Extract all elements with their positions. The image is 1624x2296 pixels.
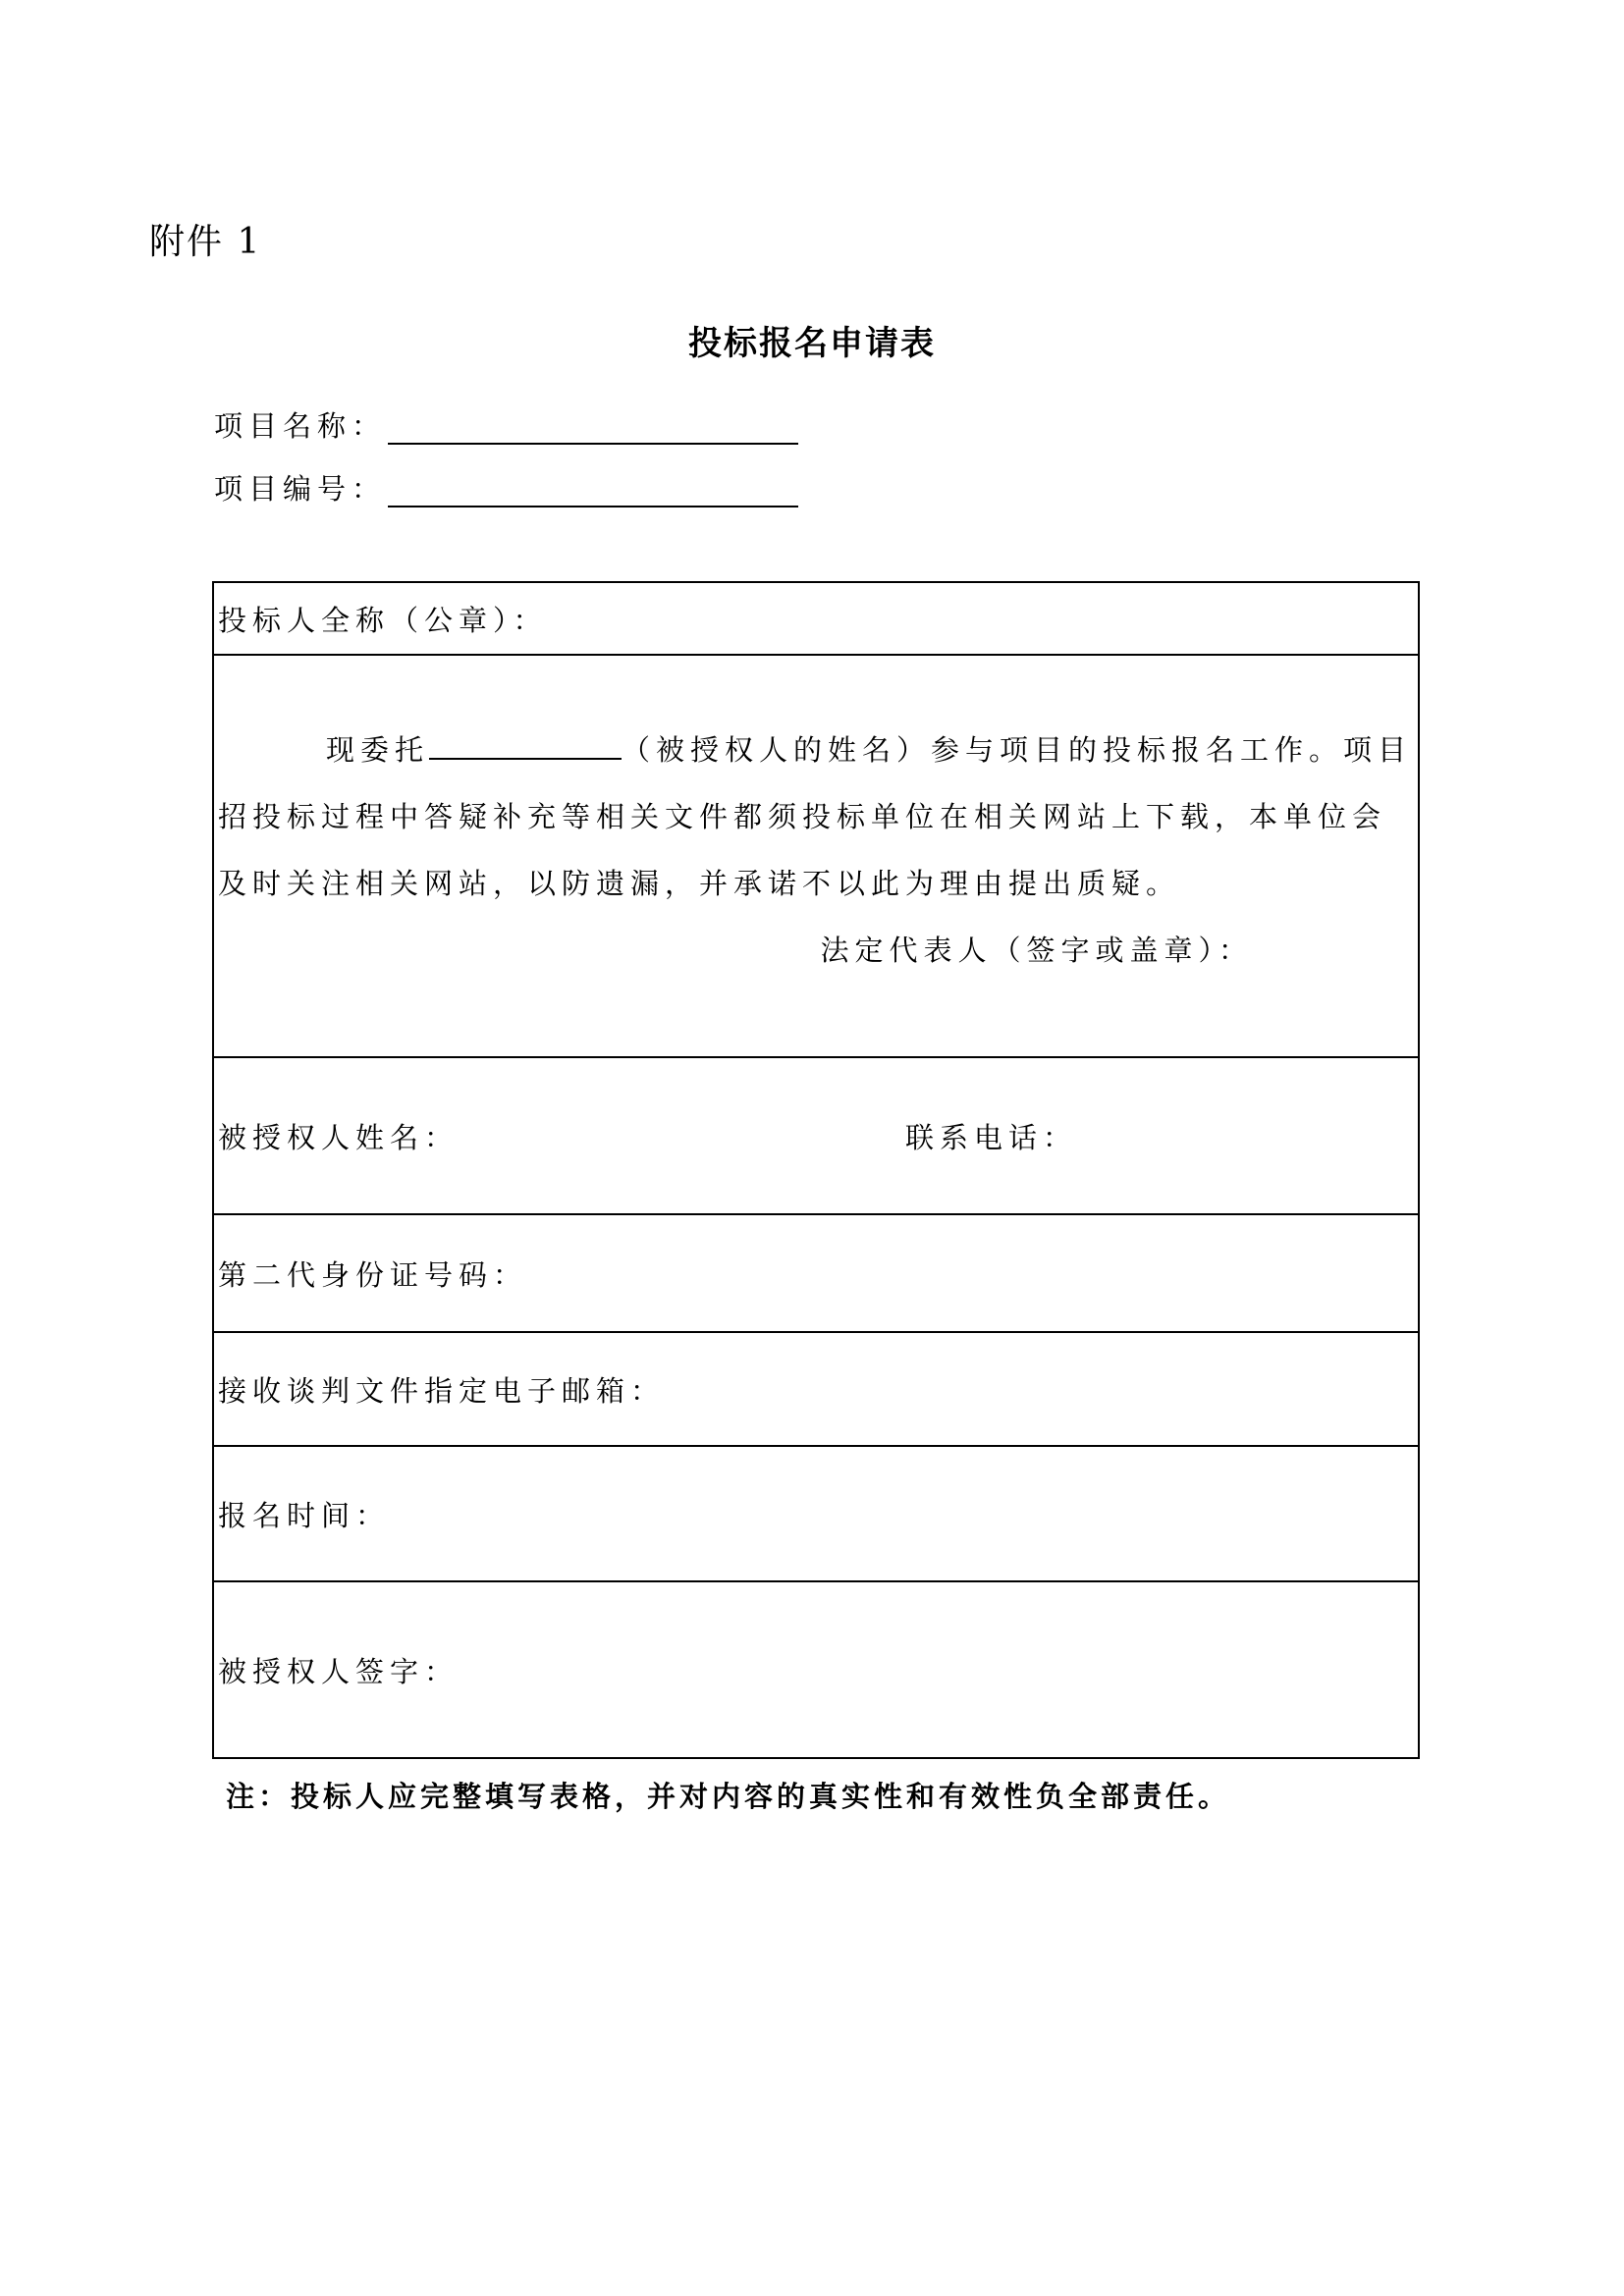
id-number-label: 第二代身份证号码： xyxy=(218,1257,528,1292)
project-name-field xyxy=(214,404,798,445)
registration-time-cell[interactable] xyxy=(213,1446,1419,1581)
contact-phone-label: 联系电话： xyxy=(905,1120,1078,1154)
authorization-text-start: 现委托 xyxy=(326,733,430,767)
authorized-signature-cell[interactable] xyxy=(213,1581,1419,1758)
project-number-field xyxy=(214,467,798,507)
attachment-label: 附件 1 xyxy=(149,222,262,262)
project-number-label: 项目编号： xyxy=(214,472,387,506)
email-cell[interactable] xyxy=(213,1332,1419,1446)
bidder-full-name-cell[interactable] xyxy=(213,582,1419,655)
project-number-input[interactable] xyxy=(388,476,798,507)
email-label: 接收谈判文件指定电子邮箱： xyxy=(218,1373,666,1408)
form-note: 注：投标人应完整填写表格，并对内容的真实性和有效性负全部责任。 xyxy=(226,1780,1231,1813)
legal-representative-label: 法定代表人（签字或盖章）： xyxy=(820,934,1253,967)
id-number-cell[interactable] xyxy=(213,1214,1419,1332)
authorized-person-cell[interactable] xyxy=(213,1057,1419,1214)
page-title: 投标报名申请表 xyxy=(688,324,936,363)
project-name-input[interactable] xyxy=(388,413,798,445)
authorization-text-rest: （被授权人的姓名）参与项目的投标报名工作。项目招投标过程中答疑补充等相关文件都须投标单位在相关网站上下载，本单位会及时关注相关网站，以防遗漏，并承诺不以此为理由提出质疑。 xyxy=(218,733,1413,900)
authorized-person-name-label: 被授权人姓名： xyxy=(218,1120,460,1154)
authorization-statement xyxy=(214,656,1418,917)
authorization-cell xyxy=(213,655,1419,1057)
registration-form-table xyxy=(212,581,1420,1759)
authorized-signature-label: 被授权人签字： xyxy=(218,1654,460,1688)
authorized-person-blank[interactable] xyxy=(429,730,622,760)
bidder-full-name-label: 投标人全称（公章）： xyxy=(218,603,548,637)
registration-time-label: 报名时间： xyxy=(218,1498,391,1532)
project-name-label: 项目名称： xyxy=(214,409,387,443)
